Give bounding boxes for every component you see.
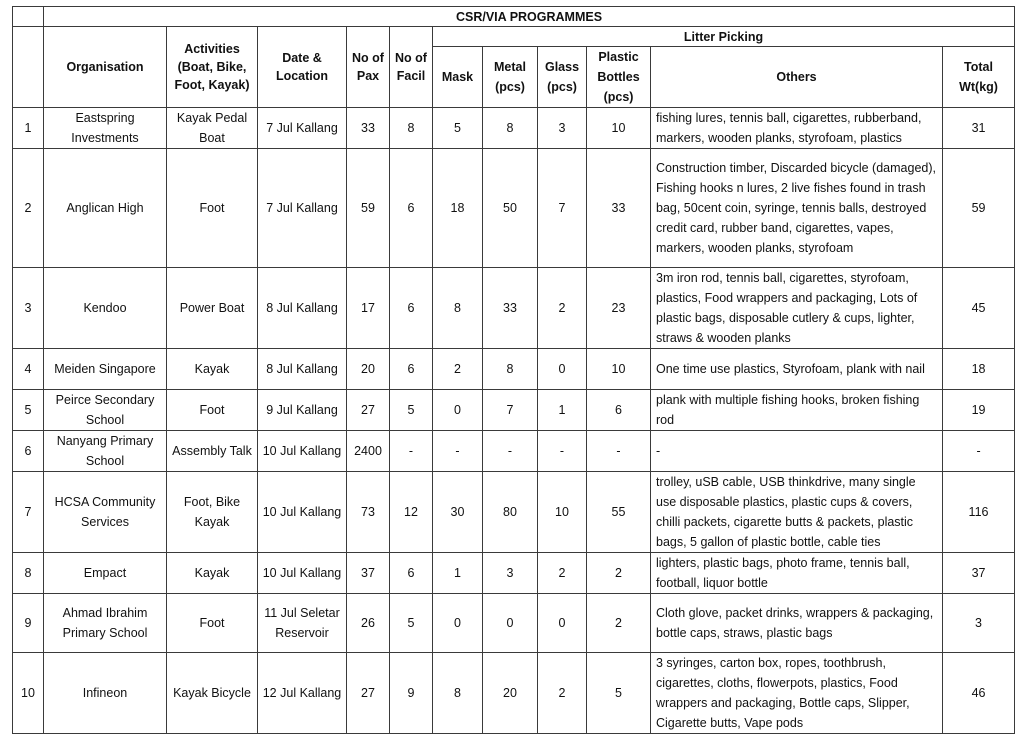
header-organisation: Organisation xyxy=(44,27,167,108)
cell-plastic-bottles: 5 xyxy=(587,653,651,734)
cell-plastic-bottles: 10 xyxy=(587,349,651,390)
cell-facil: 6 xyxy=(390,149,433,268)
table-row xyxy=(13,108,1015,149)
cell-plastic-bottles: 6 xyxy=(587,390,651,431)
header-number xyxy=(13,27,44,108)
cell-total-weight: 18 xyxy=(943,349,1015,390)
cell-facil: 12 xyxy=(390,472,433,553)
cell-facil: 5 xyxy=(390,390,433,431)
cell-pax: 2400 xyxy=(347,431,390,472)
table-row xyxy=(13,594,1015,653)
cell-activities: Foot xyxy=(167,149,258,268)
cell-number: 4 xyxy=(13,349,44,390)
header-litter-picking: Litter Picking xyxy=(433,27,1015,47)
cell-number: 5 xyxy=(13,390,44,431)
cell-glass: 2 xyxy=(538,653,587,734)
cell-organisation: Eastspring Investments xyxy=(44,108,167,149)
cell-activities: Foot xyxy=(167,390,258,431)
header-metal: Metal (pcs) xyxy=(483,47,538,108)
table-body xyxy=(13,108,1015,734)
cell-metal: 8 xyxy=(483,349,538,390)
cell-others: Construction timber, Discarded bicycle (damaged), Fishing hooks n lures, 2 live fishes found in trash bag, 50cent coin, syringe, tennis balls, destroyed credit card, rubber band, cigarettes, vapes, markers, wooden planks, styrofoam xyxy=(651,149,943,268)
header-mask: Mask xyxy=(433,47,483,108)
cell-plastic-bottles: 55 xyxy=(587,472,651,553)
cell-others: 3 syringes, carton box, ropes, toothbrush, cigarettes, cloths, flowerpots, plastics, Food wrappers and packaging, Bottle caps, Slipper, Cigarette butts, Vape pods xyxy=(651,653,943,734)
cell-metal: 50 xyxy=(483,149,538,268)
table-row xyxy=(13,149,1015,268)
cell-total-weight: 46 xyxy=(943,653,1015,734)
cell-pax: 27 xyxy=(347,653,390,734)
cell-activities: Kayak Pedal Boat xyxy=(167,108,258,149)
cell-mask: 1 xyxy=(433,553,483,594)
cell-activities: Assembly Talk xyxy=(167,431,258,472)
cell-facil: 6 xyxy=(390,349,433,390)
cell-date-location: 8 Jul Kallang xyxy=(258,349,347,390)
cell-organisation: Infineon xyxy=(44,653,167,734)
table-title: CSR/VIA PROGRAMMES xyxy=(44,7,1015,27)
csr-programmes-table xyxy=(12,6,1015,734)
header-activities: Activities (Boat, Bike, Foot, Kayak) xyxy=(167,27,258,108)
cell-organisation: Ahmad Ibrahim Primary School xyxy=(44,594,167,653)
title-row xyxy=(13,7,1015,27)
header-others: Others xyxy=(651,47,943,108)
cell-others: plank with multiple fishing hooks, broken fishing rod xyxy=(651,390,943,431)
table-row xyxy=(13,472,1015,553)
cell-pax: 26 xyxy=(347,594,390,653)
cell-facil: 6 xyxy=(390,553,433,594)
cell-glass: 0 xyxy=(538,594,587,653)
cell-activities: Foot xyxy=(167,594,258,653)
cell-total-weight: 45 xyxy=(943,268,1015,349)
cell-date-location: 10 Jul Kallang xyxy=(258,431,347,472)
cell-glass: 2 xyxy=(538,553,587,594)
cell-organisation: Kendoo xyxy=(44,268,167,349)
cell-date-location: 8 Jul Kallang xyxy=(258,268,347,349)
cell-number: 6 xyxy=(13,431,44,472)
cell-total-weight: 3 xyxy=(943,594,1015,653)
cell-number: 3 xyxy=(13,268,44,349)
table-row xyxy=(13,431,1015,472)
cell-organisation: Meiden Singapore xyxy=(44,349,167,390)
cell-pax: 27 xyxy=(347,390,390,431)
header-facil: No of Facil xyxy=(390,27,433,108)
corner-cell xyxy=(13,7,44,27)
group-header-row xyxy=(13,27,1015,47)
cell-glass: 1 xyxy=(538,390,587,431)
cell-glass: 10 xyxy=(538,472,587,553)
cell-metal: 3 xyxy=(483,553,538,594)
cell-pax: 17 xyxy=(347,268,390,349)
table-row xyxy=(13,553,1015,594)
cell-date-location: 7 Jul Kallang xyxy=(258,149,347,268)
cell-glass: 3 xyxy=(538,108,587,149)
cell-others: - xyxy=(651,431,943,472)
header-pax: No of Pax xyxy=(347,27,390,108)
cell-mask: 2 xyxy=(433,349,483,390)
cell-facil: - xyxy=(390,431,433,472)
header-date-location: Date & Location xyxy=(258,27,347,108)
cell-date-location: 7 Jul Kallang xyxy=(258,108,347,149)
cell-others: fishing lures, tennis ball, cigarettes, rubberband, markers, wooden planks, styrofoam, plastics xyxy=(651,108,943,149)
cell-others: 3m iron rod, tennis ball, cigarettes, styrofoam, plastics, Food wrappers and packaging, Lots of plastic bags, disposable cutlery & cups, lighter, straws & wooden planks xyxy=(651,268,943,349)
cell-plastic-bottles: 10 xyxy=(587,108,651,149)
cell-activities: Kayak xyxy=(167,349,258,390)
cell-number: 10 xyxy=(13,653,44,734)
cell-activities: Power Boat xyxy=(167,268,258,349)
table-row xyxy=(13,349,1015,390)
cell-others: lighters, plastic bags, photo frame, tennis ball, football, liquor bottle xyxy=(651,553,943,594)
cell-pax: 20 xyxy=(347,349,390,390)
header-glass: Glass (pcs) xyxy=(538,47,587,108)
cell-date-location: 9 Jul Kallang xyxy=(258,390,347,431)
cell-others: trolley, uSB cable, USB thinkdrive, many single use disposable plastics, plastic cups & covers, chilli packets, cigarette butts & packets, plastic bags, 5 gallon of plastic bottle, cable ties xyxy=(651,472,943,553)
cell-facil: 5 xyxy=(390,594,433,653)
cell-mask: 0 xyxy=(433,390,483,431)
cell-total-weight: 19 xyxy=(943,390,1015,431)
cell-total-weight: 31 xyxy=(943,108,1015,149)
cell-metal: 33 xyxy=(483,268,538,349)
cell-date-location: 11 Jul Seletar Reservoir xyxy=(258,594,347,653)
cell-metal: 0 xyxy=(483,594,538,653)
cell-date-location: 10 Jul Kallang xyxy=(258,553,347,594)
cell-organisation: HCSA Community Services xyxy=(44,472,167,553)
cell-organisation: Empact xyxy=(44,553,167,594)
cell-pax: 33 xyxy=(347,108,390,149)
cell-number: 2 xyxy=(13,149,44,268)
table-header xyxy=(13,7,1015,108)
cell-facil: 6 xyxy=(390,268,433,349)
cell-mask: 30 xyxy=(433,472,483,553)
cell-mask: - xyxy=(433,431,483,472)
header-total-weight: Total Wt(kg) xyxy=(943,47,1015,108)
cell-metal: 20 xyxy=(483,653,538,734)
cell-number: 7 xyxy=(13,472,44,553)
header-plastic-bottles: Plastic Bottles (pcs) xyxy=(587,47,651,108)
cell-plastic-bottles: 33 xyxy=(587,149,651,268)
table-container xyxy=(12,6,1015,734)
cell-plastic-bottles: 2 xyxy=(587,594,651,653)
cell-activities: Foot, Bike Kayak xyxy=(167,472,258,553)
cell-glass: - xyxy=(538,431,587,472)
cell-date-location: 10 Jul Kallang xyxy=(258,472,347,553)
cell-metal: - xyxy=(483,431,538,472)
cell-date-location: 12 Jul Kallang xyxy=(258,653,347,734)
cell-number: 9 xyxy=(13,594,44,653)
cell-plastic-bottles: 23 xyxy=(587,268,651,349)
cell-number: 8 xyxy=(13,553,44,594)
table-row xyxy=(13,653,1015,734)
cell-number: 1 xyxy=(13,108,44,149)
cell-facil: 9 xyxy=(390,653,433,734)
cell-glass: 7 xyxy=(538,149,587,268)
cell-plastic-bottles: - xyxy=(587,431,651,472)
cell-mask: 5 xyxy=(433,108,483,149)
cell-pax: 73 xyxy=(347,472,390,553)
cell-mask: 18 xyxy=(433,149,483,268)
table-row xyxy=(13,268,1015,349)
cell-activities: Kayak xyxy=(167,553,258,594)
cell-glass: 0 xyxy=(538,349,587,390)
cell-others: One time use plastics, Styrofoam, plank with nail xyxy=(651,349,943,390)
cell-organisation: Anglican High xyxy=(44,149,167,268)
cell-others: Cloth glove, packet drinks, wrappers & packaging, bottle caps, straws, plastic bags xyxy=(651,594,943,653)
cell-total-weight: - xyxy=(943,431,1015,472)
table-row xyxy=(13,390,1015,431)
cell-mask: 8 xyxy=(433,653,483,734)
cell-activities: Kayak Bicycle xyxy=(167,653,258,734)
cell-facil: 8 xyxy=(390,108,433,149)
cell-total-weight: 116 xyxy=(943,472,1015,553)
cell-pax: 37 xyxy=(347,553,390,594)
cell-plastic-bottles: 2 xyxy=(587,553,651,594)
cell-metal: 8 xyxy=(483,108,538,149)
cell-organisation: Peirce Secondary School xyxy=(44,390,167,431)
cell-mask: 8 xyxy=(433,268,483,349)
cell-organisation: Nanyang Primary School xyxy=(44,431,167,472)
cell-total-weight: 59 xyxy=(943,149,1015,268)
cell-pax: 59 xyxy=(347,149,390,268)
cell-metal: 80 xyxy=(483,472,538,553)
cell-total-weight: 37 xyxy=(943,553,1015,594)
cell-metal: 7 xyxy=(483,390,538,431)
cell-glass: 2 xyxy=(538,268,587,349)
cell-mask: 0 xyxy=(433,594,483,653)
